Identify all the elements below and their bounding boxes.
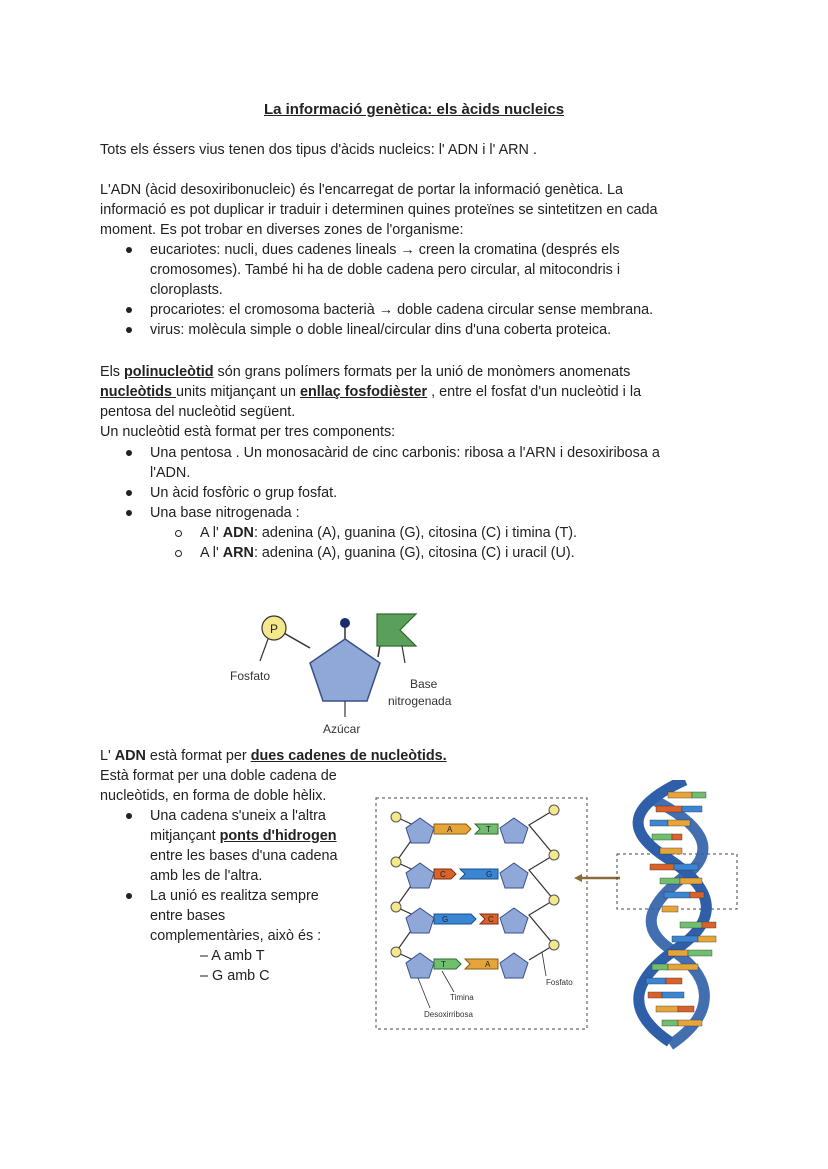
list-item: eucariotes: nucli, dues cadenes lineals → creen la cromatina (després els [150,242,620,258]
list-item: Una cadena s'uneix a l'altra [150,808,326,824]
desoxirribosa-label: Desoxirribosa [424,1010,473,1019]
carbon-dot [340,618,350,628]
phosphate-label: P [269,622,279,636]
base-letter: C [488,915,494,924]
base-label: Base [410,677,438,691]
azucar-label: Azúcar [323,722,361,736]
pentose-pentagon [310,639,380,701]
bullet [126,307,132,313]
base-pair-row [391,940,559,978]
poly-line-1: Els polinucleòtid són grans polímers formats per la unió de monòmers anomenats [100,364,631,380]
list-item: La unió es realitza sempre [150,888,319,904]
bullet [126,510,132,516]
sub-list-item: A l' ADN: adenina (A), guanina (G), citosina (C) i timina (T). [200,525,578,541]
adn-paragraph-line: L'ADN (àcid desoxiribonucleic) és l'encarregat de portar la informació genètica. La [100,182,624,198]
nucleotide-diagram [220,605,480,740]
list-item: entre les bases d'una cadena [150,848,338,864]
bullet [126,813,132,819]
list-item: Un àcid fosfòric o grup fosfat. [150,485,338,501]
base-letter: A [447,825,453,834]
base-letter: C [440,870,446,879]
bullet [126,450,132,456]
base-pair-row [391,805,559,843]
double-helix [638,780,716,1045]
pair-item: – A amb T [200,948,265,964]
page-title: La informació genètica: els àcids nucleics [263,101,565,118]
sub-bullet [175,530,182,537]
list-item: procariotes: el cromosoma bacterià → doble cadena circular sense membrana. [150,302,654,318]
list-item: complementàries, això és : [150,928,322,944]
base-letter: G [442,915,449,924]
adn-paragraph-line: moment. Es pot trobar en diverses zones de l'organisme: [100,222,464,238]
fosfato-label: Fosfato [546,978,573,987]
bullet [126,327,132,333]
adn-paragraph-line: informació es pot duplicar ir traduir i determinen quines proteïnes se sintetitzen en cada [100,202,658,218]
bullet [126,893,132,899]
sub-bullet [175,550,182,557]
list-item: cloroplasts. [150,282,223,298]
list-item: l'ADN. [150,465,191,481]
list-item: cromosomes). També hi ha de doble cadena pero circular, al mitocondris i [150,262,621,278]
bullet [126,247,132,253]
base-pair-row [391,895,559,933]
adn-line: Està format per una doble cadena de [100,768,337,784]
list-item: Una pentosa . Un monosacàrid de cinc carbonis: ribosa a l'ARN i desoxiribosa a [150,445,660,461]
list-item: Una base nitrogenada : [150,505,300,521]
timina-label: Timina [450,993,474,1002]
base-letter: T [486,825,491,834]
adn-heading: L' ADN està format per dues cadenes de nucleòtids. [100,748,447,764]
base-letter: T [441,960,446,969]
list-item: entre bases [150,908,226,924]
fosfato-label: Fosfato [230,669,271,683]
dna-diagram [370,780,750,1055]
fosfato-pointer [260,639,268,661]
base-letter: G [486,870,493,879]
pair-item: – G amb C [200,968,270,984]
adn-line: nucleòtids, en forma de doble hèlix. [100,788,327,804]
list-item: virus: molècula simple o doble lineal/circular dins d'una coberta proteica. [150,322,612,338]
base-pair-row [391,850,559,888]
nitrogenada-label: nitrogenada [388,694,452,708]
intro-paragraph: Tots els éssers vius tenen dos tipus d'àcids nucleics: l' ADN i l' ARN . [100,142,537,158]
poly-line-4: Un nucleòtid està format per tres components: [100,424,396,440]
list-item: mitjançant ponts d'hidrogen [150,828,337,844]
base-letter: A [485,960,491,969]
list-item: amb les de l'altra. [150,868,263,884]
sub-list-item: A l' ARN: adenina (A), guanina (G), citosina (C) i uracil (U). [200,545,575,561]
poly-line-2: nucleòtids units mitjançant un enllaç fosfodièster , entre el fosfat d'un nucleòtid i la [100,384,642,400]
bullet [126,490,132,496]
poly-line-3: pentosa del nucleòtid següent. [100,404,296,420]
base-flag [377,614,416,646]
